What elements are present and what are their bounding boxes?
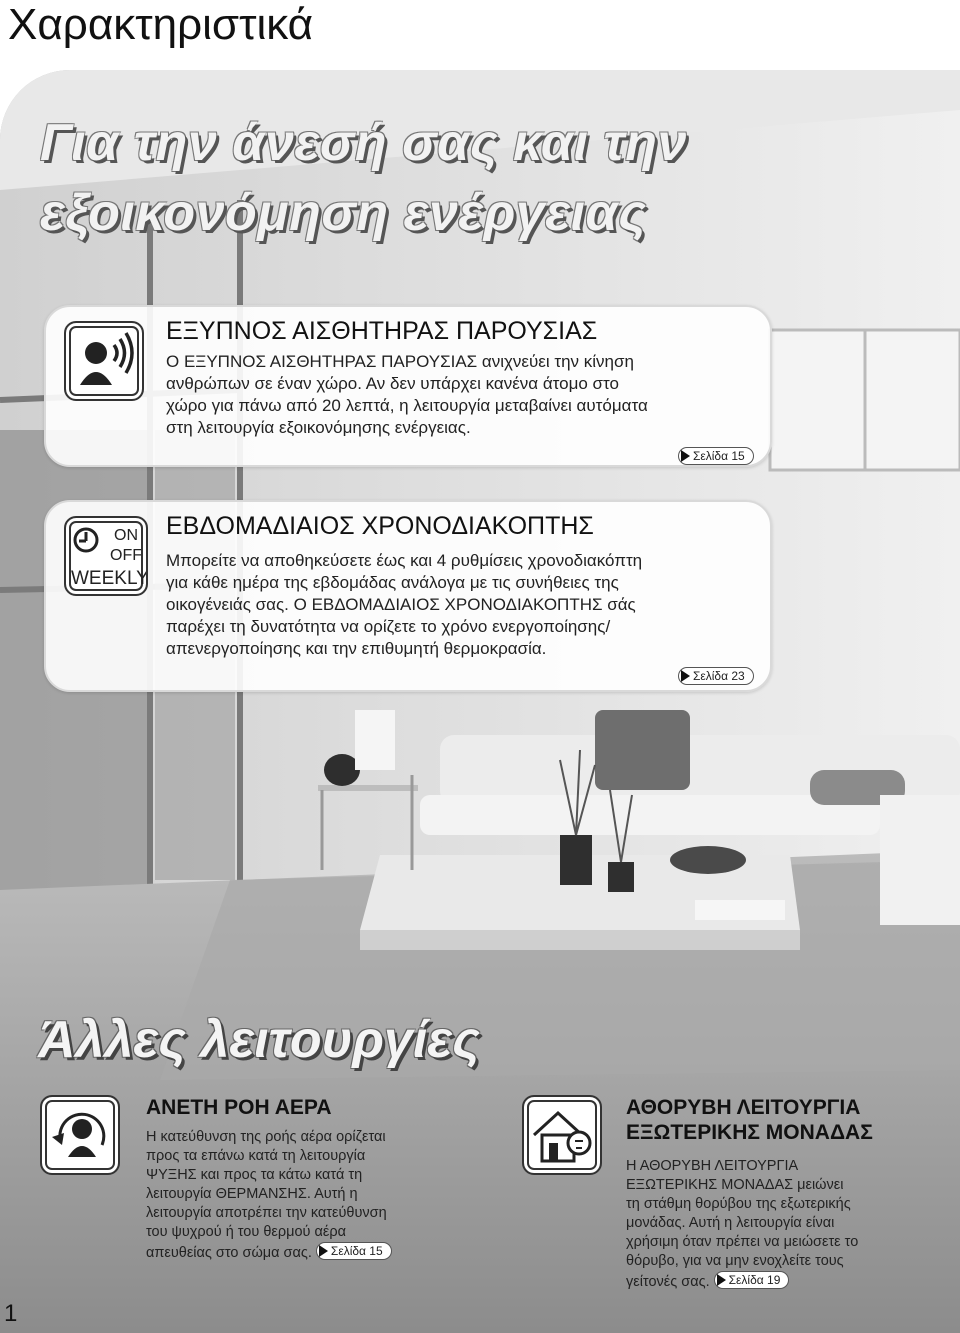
comfort-airflow-line: του ψυχρού ή του θερμού αέρα <box>146 1224 346 1240</box>
quiet-outdoor-line: τη στάθμη θορύβου της εξωτερικής <box>626 1196 851 1212</box>
quiet-house-icon <box>522 1095 602 1175</box>
comfort-airflow-title: ΑΝΕΤΗ ΡΟΗ ΑΕΡΑ <box>146 1096 332 1119</box>
weekly-timer-line: παρέχει τη δυνατότητα να ορίζετε το χρόνο ενεργοποίησης/ <box>166 617 611 636</box>
quiet-outdoor-title <box>626 1095 873 1145</box>
weekly-timer-icon <box>64 516 148 596</box>
page-ref-label: Σελίδα 15 <box>693 449 745 463</box>
page-ref-label: Σελίδα 23 <box>693 669 745 683</box>
weekly-timer-line: απενεργοποίησης και την επιθυμητή θερμοκρασία. <box>166 639 547 658</box>
quiet-outdoor-line: χρήσιμη όταν πρέπει να μειώσετε το <box>626 1234 859 1250</box>
icon-weekly-text: WEEKLY <box>71 568 146 589</box>
play-arrow-icon <box>319 1245 328 1257</box>
comfort-airflow-line: λειτουργία αποτρέπει την κατεύθυνση <box>146 1205 387 1221</box>
other-functions-heading: Άλλες λειτουργίες <box>38 1011 480 1069</box>
comfort-airflow-line: λειτουργία ΘΕΡΜΑΝΣΗΣ. Αυτή η <box>146 1186 358 1202</box>
weekly-timer-card <box>44 500 772 692</box>
play-arrow-icon <box>681 450 690 462</box>
person-sensor-icon <box>64 321 144 401</box>
presence-sensor-line: χώρο για πάνω από 20 λεπτά, η λειτουργία μεταβαίνει αυτόματα <box>166 396 648 415</box>
page-ref-label: Σελίδα 15 <box>330 1244 383 1258</box>
comfort-airflow-page-link[interactable] <box>316 1242 392 1260</box>
headline <box>40 108 687 248</box>
comfort-airflow-line: απευθείας στο σώμα σας. <box>146 1245 312 1261</box>
airflow-person-icon <box>40 1095 120 1175</box>
comfort-airflow-line: Η κατεύθυνση της ροής αέρα ορίζεται <box>146 1129 386 1145</box>
presence-sensor-line: ανθρώπων σε έναν χώρο. Αν δεν υπάρχει κανένα άτομο στο <box>166 374 619 393</box>
play-arrow-icon <box>717 1274 726 1286</box>
icon-off-text: OFF <box>110 547 142 564</box>
page-title: Χαρακτηριστικά <box>8 0 314 49</box>
page-ref-label: Σελίδα 19 <box>728 1273 781 1287</box>
comfort-airflow-line: ΨΥΞΗΣ και προς τα κάτω κατά τη <box>146 1167 363 1183</box>
quiet-outdoor-title-line-2: ΕΞΩΤΕΡΙΚΗΣ ΜΟΝΑΔΑΣ <box>626 1121 873 1144</box>
quiet-outdoor-line: μονάδας. Αυτή η λειτουργία είναι <box>626 1215 835 1231</box>
icon-on-text: ON <box>114 527 138 544</box>
quiet-outdoor-line: ΕΞΩΤΕΡΙΚΗΣ ΜΟΝΑΔΑΣ μειώνει <box>626 1177 844 1193</box>
headline-line-1: Για την άνεσή σας και την <box>40 114 687 172</box>
presence-sensor-page-link[interactable] <box>678 447 754 465</box>
presence-sensor-line: στη λειτουργία εξοικονόμησης ενέργειας. <box>166 418 471 437</box>
play-arrow-icon <box>681 670 690 682</box>
presence-sensor-title: ΕΞΥΠΝΟΣ ΑΙΣΘΗΤΗΡΑΣ ΠΑΡΟΥΣΙΑΣ <box>166 317 598 345</box>
presence-sensor-line: Ο ΕΞΥΠΝΟΣ ΑΙΣΘΗΤΗΡΑΣ ΠΑΡΟΥΣΙΑΣ ανιχνεύει την κίνηση <box>166 352 634 371</box>
hero-photo <box>0 70 960 1333</box>
comfort-airflow-line: προς τα επάνω κατά τη λειτουργία <box>146 1148 366 1164</box>
quiet-outdoor-page-link[interactable] <box>714 1271 790 1289</box>
presence-sensor-card <box>44 305 772 467</box>
page-number: 1 <box>4 1300 18 1327</box>
quiet-outdoor-line: Η ΑΘΟΡΥΒΗ ΛΕΙΤΟΥΡΓΙΑ <box>626 1158 799 1174</box>
weekly-timer-line: για κάθε ημέρα της εβδομάδας ανάλογα με τις συνήθειες της <box>166 573 619 592</box>
presence-sensor-description <box>166 351 756 439</box>
quiet-outdoor-description <box>626 1157 926 1292</box>
weekly-timer-line: Μπορείτε να αποθηκεύσετε έως και 4 ρυθμίσεις χρονοδιακόπτη <box>166 551 643 570</box>
comfort-airflow-description <box>146 1128 436 1263</box>
weekly-timer-page-link[interactable] <box>678 667 754 685</box>
weekly-timer-title: ΕΒΔΟΜΑΔΙΑΙΟΣ ΧΡΟΝΟΔΙΑΚΟΠΤΗΣ <box>166 512 594 540</box>
quiet-outdoor-line: γείτονές σας. <box>626 1274 710 1290</box>
quiet-outdoor-line: θόρυβο, για να μην ενοχλείτε τους <box>626 1253 844 1269</box>
quiet-outdoor-title-line-1: ΑΘΟΡΥΒΗ ΛΕΙΤΟΥΡΓΙΑ <box>626 1096 861 1119</box>
headline-line-2: εξοικονόμηση ενέργειας <box>40 184 647 242</box>
weekly-timer-description <box>166 550 756 660</box>
weekly-timer-line: οικογένειάς σας. Ο ΕΒΔΟΜΑΔΙΑΙΟΣ ΧΡΟΝΟΔΙΑΚΟΠΤΗΣ σάς <box>166 595 636 614</box>
